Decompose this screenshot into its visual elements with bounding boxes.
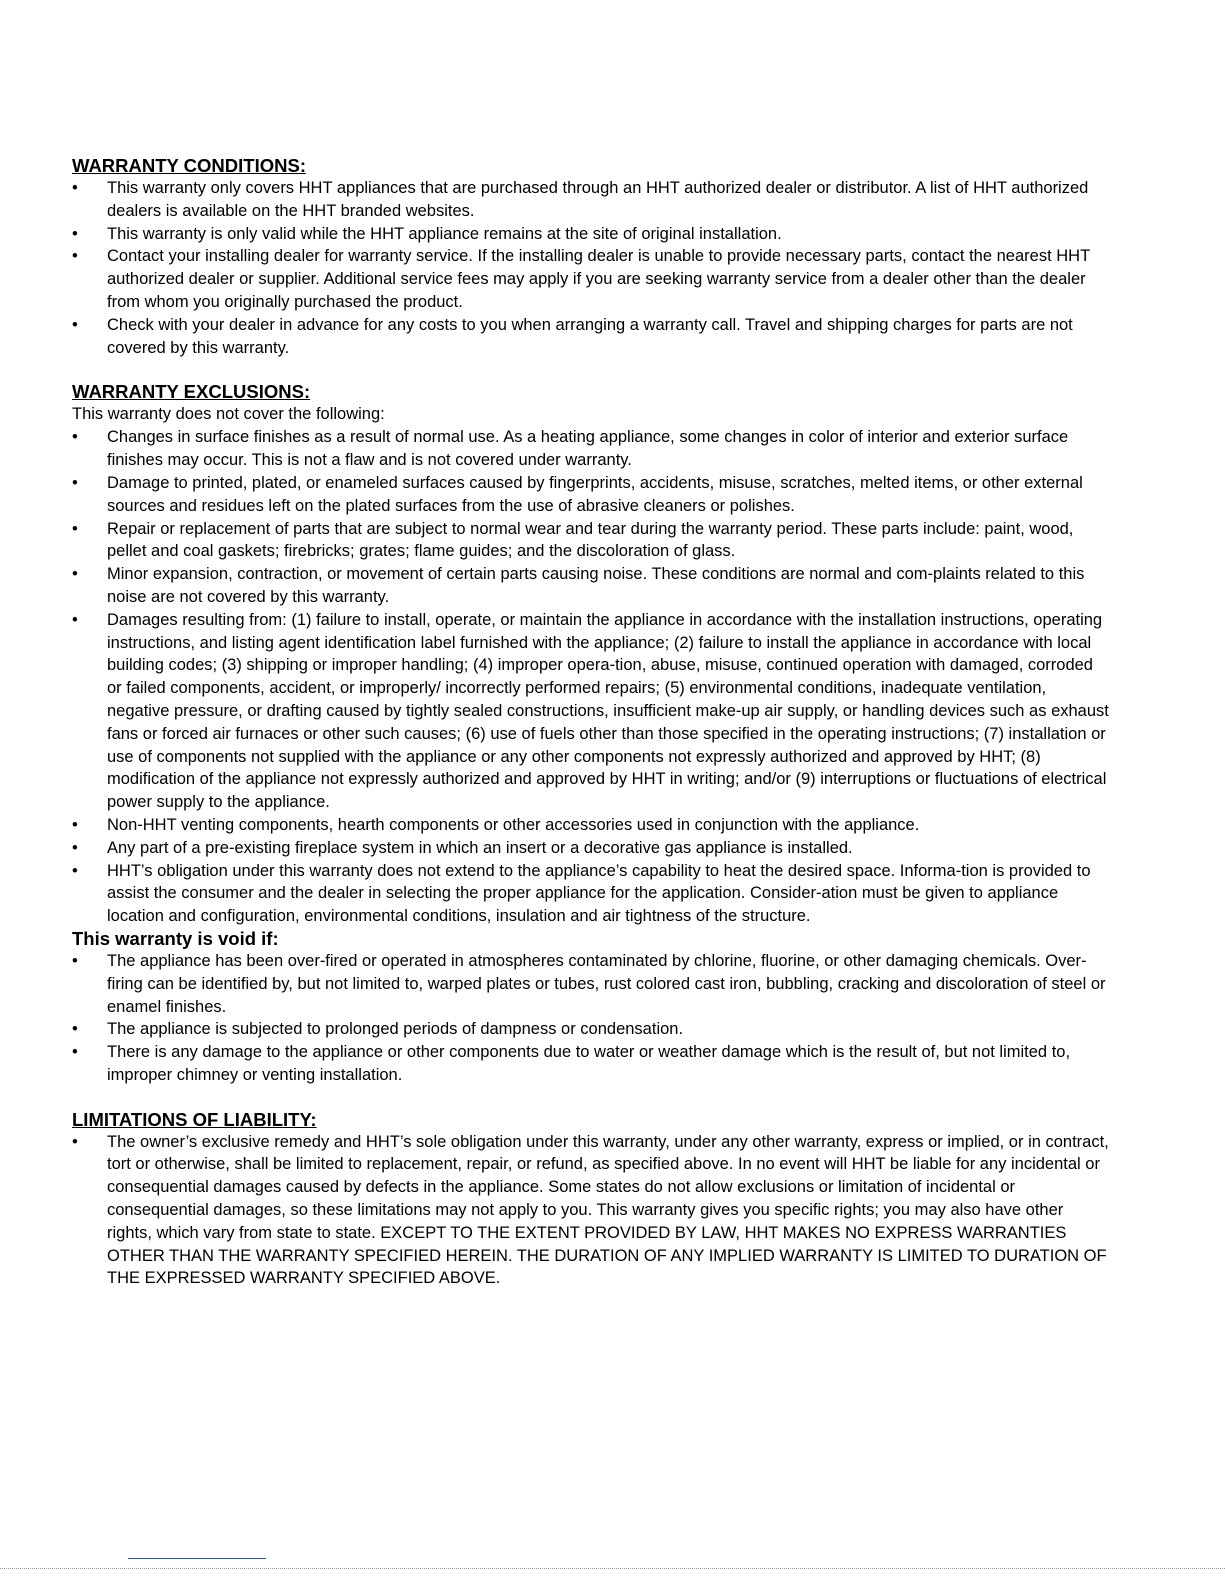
list-item: • Changes in surface finishes as a result of normal use. As a heating appliance, some changes in color of interior and exterior surface finishes may occur. This is not a flaw and is not covered under warranty. xyxy=(72,428,1069,470)
footer-rule xyxy=(128,1558,266,1559)
bullet-icon: • xyxy=(72,428,78,447)
bullet-icon: • xyxy=(72,861,78,880)
list-item: • Check with your dealer in advance for any costs to you when arranging a warranty call. Travel and shipping charges for parts are not covered by this warranty. xyxy=(72,315,1073,357)
warranty-exclusions-heading: WARRANTY EXCLUSIONS: xyxy=(72,381,311,403)
bullet-icon: • xyxy=(72,247,78,266)
bullet-icon: • xyxy=(72,815,78,834)
footer-dotted-divider xyxy=(0,1568,1225,1569)
warranty-void-section xyxy=(72,928,1112,1087)
warranty-exclusions-list xyxy=(72,426,1112,928)
document-page xyxy=(72,155,1112,1312)
warranty-exclusions-section xyxy=(72,381,1112,928)
warranty-void-list xyxy=(72,950,1112,1087)
list-item: • Damages resulting from: (1) failure to install, operate, or maintain the appliance in accordance with the installation instructions, operating instructions, and listing agent identification label furnished with the appliance; (2) failure to install the appliance in accordance with local building codes; (3) shipping or improper handling; (4) improper opera-tion, abuse, misuse, continued operation with damaged, corroded or failed components, accident, or improperly/ incorrectly performed repairs; (5) environmental conditions, inadequate ventilation, negative pressure, or drafting caused by tightly sealed constructions, insufficient make-up air supply, or handling devices such as exhaust fans or forced air furnaces or other such causes; (6) use of fuels other than those specified in the operating instructions; (7) installation or use of components not supplied with the appliance or any other components not expressly authorized and approved by HHT; (8) modification of the appliance not expressly authorized and approved by HHT in writing; and/or (9) interruptions or fluctuations of electrical power supply to the appliance. xyxy=(72,610,1109,812)
exclusions-intro: This warranty does not cover the following: xyxy=(72,405,385,424)
bullet-icon: • xyxy=(72,1043,78,1062)
warranty-conditions-list xyxy=(72,177,1112,359)
list-item: • Minor expansion, contraction, or movement of certain parts causing noise. These conditions are normal and com-plaints related to this noise are not covered by this warranty. xyxy=(72,565,1085,606)
list-item: • Damage to printed, plated, or enameled surfaces caused by fingerprints, accidents, misuse, scratches, melted items, or other external sources and residues left on the plated surfaces from the use of abrasive cleaners or polishes. xyxy=(72,473,1083,515)
limitations-of-liability-section xyxy=(72,1109,1112,1291)
list-item: • Non-HHT venting components, hearth components or other accessories used in conjunction with the appliance. xyxy=(72,814,1112,837)
list-item: • The appliance is subjected to prolonged periods of dampness or condensation. xyxy=(72,1018,1112,1041)
warranty-conditions-heading: WARRANTY CONDITIONS: xyxy=(72,155,306,176)
list-item: • Any part of a pre-existing fireplace system in which an insert or a decorative gas appliance is installed. xyxy=(72,837,1112,860)
list-item: • Contact your installing dealer for warranty service. If the installing dealer is unable to provide necessary parts, contact the nearest HHT authorized dealer or supplier. Additional service fees may apply if you are seeking warranty service from a dealer other than the dealer from whom you originally purchased the product. xyxy=(72,247,1090,311)
warranty-conditions-section xyxy=(72,155,1112,359)
bullet-icon: • xyxy=(72,519,78,538)
list-item: • HHT’s obligation under this warranty does not extend to the appliance’s capability to heat the desired space. Informa-tion is provided to assist the consumer and the dealer in selecting the proper appliance for the application. Consider-ation must be given to appliance location and configuration, environmental conditions, insulation and air tightness of the structure. xyxy=(72,861,1091,926)
bullet-icon: • xyxy=(72,179,78,197)
bullet-icon: • xyxy=(72,315,78,334)
bullet-icon: • xyxy=(72,610,78,629)
bullet-icon: • xyxy=(72,951,78,970)
list-item: • The owner’s exclusive remedy and HHT’s sole obligation under this warranty, under any other warranty, express or implied, or in contract, tort or otherwise, shall be limited to replacement, repair, or refund, as specified above. In no event will HHT be liable for any incidental or consequential damages caused by defects in the appliance. Some states do not allow exclusions or limitation of incidental or consequential damages, so these limitations may not apply to you. This warranty gives you specific rights; you may also have other rights, which vary from state to state. EXCEPT TO THE EXTENT PROVIDED BY LAW, HHT MAKES NO EXPRESS WARRANTIES OTHER THAN THE WARRANTY SPECIFIED HEREIN. THE DURATION OF ANY IMPLIED WARRANTY IS LIMITED TO DURATION OF THE EXPRESSED WARRANTY SPECIFIED ABOVE. xyxy=(72,1132,1109,1288)
limitations-of-liability-list xyxy=(72,1131,1112,1291)
bullet-icon: • xyxy=(72,473,78,492)
limitations-of-liability-heading: LIMITATIONS OF LIABILITY: xyxy=(72,1108,317,1130)
bullet-icon: • xyxy=(72,1020,78,1039)
list-item: • The appliance has been over-fired or operated in atmospheres contaminated by chlorine, fluorine, or other damaging chemicals. Over-firing can be identified by, but not limited to, warped plates or tubes, rust colored cast iron, bubbling, cracking and discoloration of steel or enamel finishes. xyxy=(72,951,1106,1016)
bullet-icon: • xyxy=(72,1132,78,1151)
bullet-icon: • xyxy=(72,838,78,857)
warranty-void-heading: This warranty is void if: xyxy=(72,927,279,949)
bullet-icon: • xyxy=(72,565,78,584)
list-item: • There is any damage to the appliance or other components due to water or weather damage which is the result of, but not limited to, improper chimney or venting installation. xyxy=(72,1043,1071,1084)
list-item: • This warranty only covers HHT appliances that are purchased through an HHT authorized dealer or distributor. A list of HHT authorized dealers is available on the HHT branded websites. xyxy=(72,179,1089,220)
list-item: • This warranty is only valid while the HHT appliance remains at the site of original installation. xyxy=(72,223,1112,246)
list-item: • Repair or replacement of parts that are subject to normal wear and tear during the warranty period. These parts include: paint, wood, pellet and coal gaskets; firebricks; grates; flame guides; and the discoloration of glass. xyxy=(72,519,1074,561)
bullet-icon: • xyxy=(72,224,78,243)
